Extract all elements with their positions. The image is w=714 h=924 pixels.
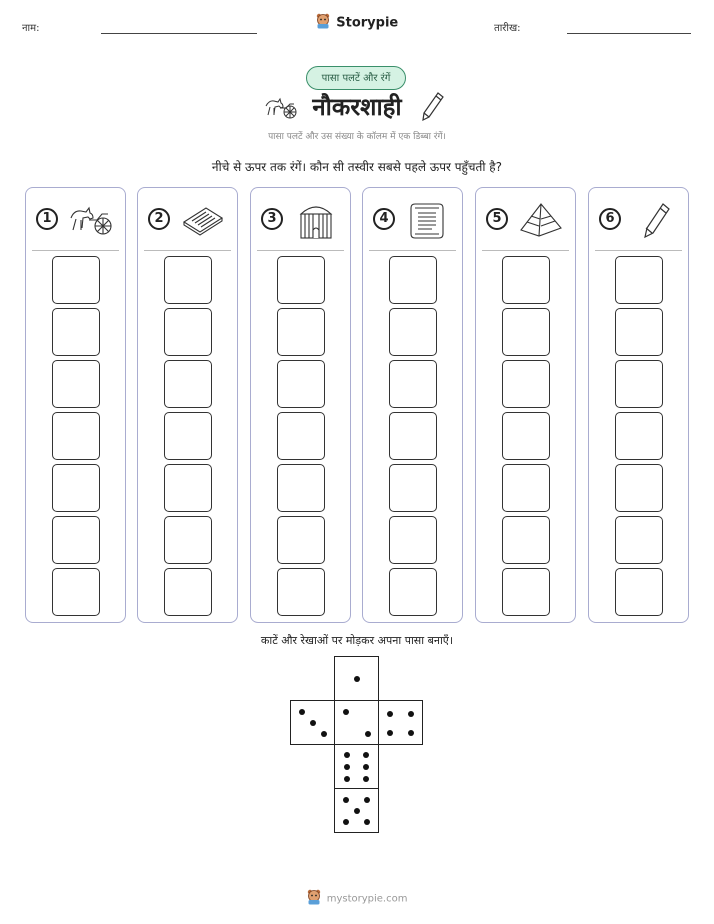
pip bbox=[354, 676, 360, 682]
color-box[interactable] bbox=[164, 464, 212, 512]
pip bbox=[343, 797, 349, 803]
dice-face-2 bbox=[334, 700, 379, 745]
color-box[interactable] bbox=[502, 464, 550, 512]
color-box[interactable] bbox=[277, 516, 325, 564]
pip bbox=[343, 709, 349, 715]
pip bbox=[408, 711, 414, 717]
brand-name: Storypie bbox=[336, 15, 399, 31]
column-6 bbox=[588, 187, 689, 623]
color-box[interactable] bbox=[615, 412, 663, 460]
color-box[interactable] bbox=[615, 308, 663, 356]
color-box[interactable] bbox=[52, 256, 100, 304]
color-box[interactable] bbox=[277, 308, 325, 356]
color-box[interactable] bbox=[502, 256, 550, 304]
question-text: नीचे से ऊपर तक रंगें। कौन सी तस्वीर सबसे पहले ऊपर पहुँचती है? bbox=[211, 160, 503, 174]
color-box[interactable] bbox=[615, 464, 663, 512]
footer-url: mystorypie.com bbox=[326, 893, 408, 905]
column-divider bbox=[369, 250, 456, 251]
color-box[interactable] bbox=[615, 360, 663, 408]
column-header bbox=[363, 188, 462, 250]
pip bbox=[363, 764, 369, 770]
column-number: 3 bbox=[261, 208, 283, 230]
color-box[interactable] bbox=[502, 412, 550, 460]
color-box[interactable] bbox=[389, 256, 437, 304]
color-box[interactable] bbox=[389, 308, 437, 356]
color-box[interactable] bbox=[389, 412, 437, 460]
color-box[interactable] bbox=[389, 516, 437, 564]
color-box[interactable] bbox=[389, 568, 437, 616]
color-box[interactable] bbox=[502, 308, 550, 356]
color-box[interactable] bbox=[164, 360, 212, 408]
activity-pill: पासा पलटें और रंगें bbox=[306, 66, 406, 90]
color-box[interactable] bbox=[277, 360, 325, 408]
column-number: 1 bbox=[36, 208, 58, 230]
column-1 bbox=[25, 187, 126, 623]
color-box[interactable] bbox=[52, 568, 100, 616]
dice-face-3 bbox=[290, 700, 335, 745]
color-box[interactable] bbox=[52, 308, 100, 356]
color-box[interactable] bbox=[164, 516, 212, 564]
pip bbox=[344, 764, 350, 770]
column-divider bbox=[595, 250, 682, 251]
column-divider bbox=[257, 250, 344, 251]
cut-fold-instruction: काटें और रेखाओं पर मोड़कर अपना पासा बनाएँ। bbox=[260, 634, 454, 647]
color-box[interactable] bbox=[277, 464, 325, 512]
column-number: 4 bbox=[373, 208, 395, 230]
column-header bbox=[589, 188, 688, 250]
color-box[interactable] bbox=[164, 412, 212, 460]
name-line bbox=[101, 33, 257, 34]
storypie-logo-icon bbox=[307, 889, 321, 908]
pip bbox=[344, 752, 350, 758]
color-box[interactable] bbox=[389, 464, 437, 512]
color-box[interactable] bbox=[502, 568, 550, 616]
dice-face-6 bbox=[334, 744, 379, 789]
color-box[interactable] bbox=[52, 412, 100, 460]
column-number: 6 bbox=[599, 208, 621, 230]
column-divider bbox=[32, 250, 119, 251]
column-header bbox=[476, 188, 575, 250]
scroll-icon bbox=[405, 200, 451, 240]
dice-face-5 bbox=[334, 788, 379, 833]
column-header bbox=[251, 188, 350, 250]
pencil-icon bbox=[420, 90, 446, 122]
column-3 bbox=[250, 187, 351, 623]
color-box[interactable] bbox=[615, 516, 663, 564]
color-box[interactable] bbox=[277, 568, 325, 616]
pip bbox=[354, 808, 360, 814]
column-5 bbox=[475, 187, 576, 623]
pip bbox=[364, 797, 370, 803]
pip bbox=[387, 711, 393, 717]
dice-face-1 bbox=[334, 656, 379, 701]
color-box[interactable] bbox=[164, 256, 212, 304]
pip bbox=[343, 819, 349, 825]
date-label: तारीख: bbox=[494, 23, 521, 34]
pip bbox=[365, 731, 371, 737]
dice-face-4 bbox=[378, 700, 423, 745]
column-4 bbox=[362, 187, 463, 623]
pip bbox=[299, 709, 305, 715]
color-box[interactable] bbox=[52, 464, 100, 512]
date-line bbox=[567, 33, 691, 34]
name-label: नाम: bbox=[22, 23, 40, 34]
pip bbox=[310, 720, 316, 726]
column-number: 5 bbox=[486, 208, 508, 230]
pip bbox=[344, 776, 350, 782]
brand bbox=[0, 13, 714, 33]
column-divider bbox=[144, 250, 231, 251]
column-header bbox=[138, 188, 237, 250]
pyramid-icon bbox=[518, 200, 564, 240]
pip bbox=[364, 819, 370, 825]
round-tower-icon bbox=[293, 200, 339, 240]
column-2 bbox=[137, 187, 238, 623]
color-box[interactable] bbox=[615, 256, 663, 304]
color-box[interactable] bbox=[164, 568, 212, 616]
color-box[interactable] bbox=[277, 256, 325, 304]
color-box[interactable] bbox=[502, 516, 550, 564]
color-box[interactable] bbox=[52, 516, 100, 564]
column-header bbox=[26, 188, 125, 250]
pip bbox=[321, 731, 327, 737]
column-divider bbox=[482, 250, 569, 251]
color-box[interactable] bbox=[502, 360, 550, 408]
pip bbox=[363, 752, 369, 758]
color-box[interactable] bbox=[615, 568, 663, 616]
pip bbox=[387, 730, 393, 736]
page-title: नौकरशाही bbox=[312, 93, 402, 121]
color-box[interactable] bbox=[389, 360, 437, 408]
footer bbox=[0, 889, 714, 908]
color-box[interactable] bbox=[52, 360, 100, 408]
subtitle: पासा पलटें और उस संख्या के कॉलम में एक डिब्बा रंगें। bbox=[268, 132, 446, 142]
column-number: 2 bbox=[148, 208, 170, 230]
pip bbox=[408, 730, 414, 736]
horse-chariot-icon bbox=[68, 200, 114, 240]
pip bbox=[363, 776, 369, 782]
color-box[interactable] bbox=[164, 308, 212, 356]
pencil-icon bbox=[631, 200, 677, 240]
clay-tablet-icon bbox=[180, 200, 226, 240]
storypie-logo-icon bbox=[316, 13, 330, 33]
color-box[interactable] bbox=[277, 412, 325, 460]
